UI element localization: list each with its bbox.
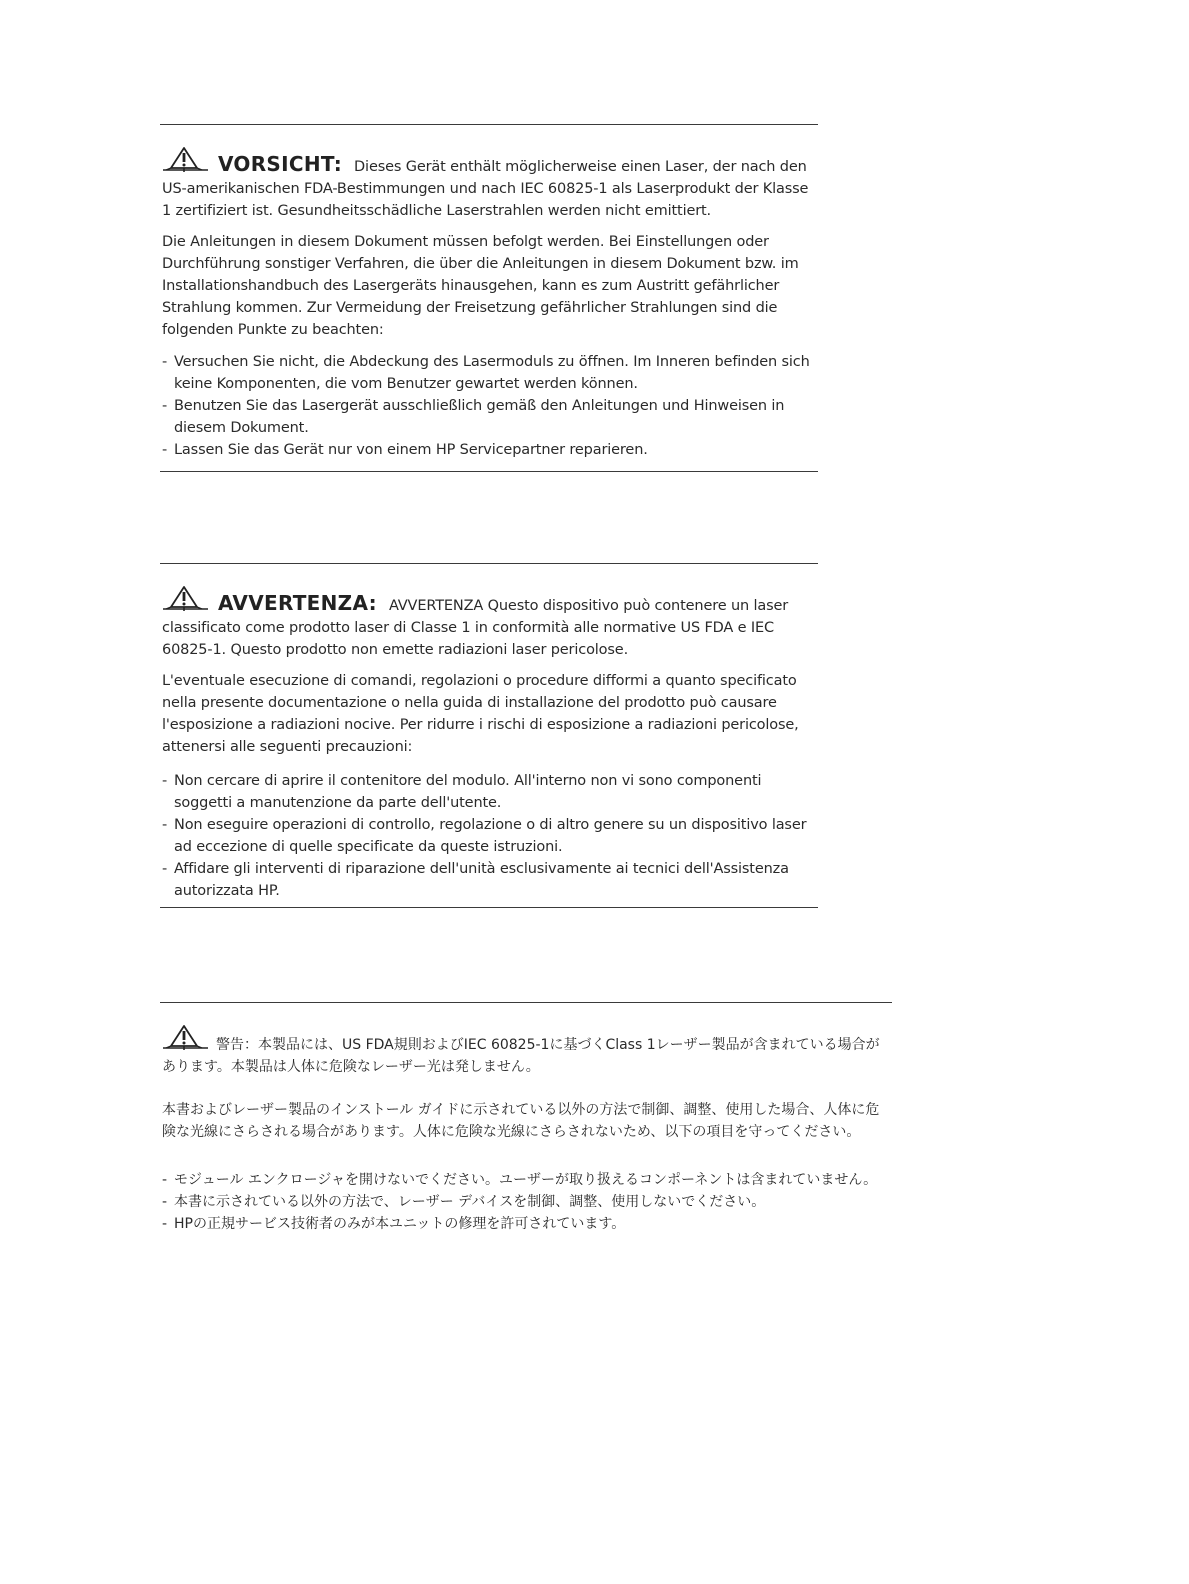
notice-keikoku-lead-text: 警告：本製品には、US FDA規則およびIEC 60825-1に基づくClass 1レーザー製品が含まれている場合があります。本製品は人体に危険なレーザー光は発しません。	[162, 1037, 880, 1075]
notice-keikoku-lead	[162, 1025, 892, 1078]
notice-avvertenza	[160, 563, 818, 908]
notice-keikoku-list	[162, 1169, 892, 1235]
notice-vorsicht-lead	[162, 147, 818, 222]
notice-avvertenza-lead	[162, 586, 818, 661]
list-item: - モジュール エンクロージャを開けないでください。ユーザーが取り扱えるコンポーネントは含まれていません。	[162, 1172, 878, 1188]
list-item: - HPの正規サービス技術者のみが本ユニットの修理を許可されています。	[162, 1216, 626, 1232]
list-item: - 本書に示されている以外の方法で、レーザー デバイスを制御、調整、使用しないでください。	[162, 1194, 766, 1210]
notice-avvertenza-label: AVVERTENZA:	[218, 591, 377, 615]
notice-keikoku-paragraph: 本書およびレーザー製品のインストール ガイドに示されている以外の方法で制御、調整、使用した場合、人体に危険な光線にさらされる場合があります。人体に危険な光線にさらされないため、以下の項目を守ってください。	[162, 1102, 880, 1140]
notice-vorsicht-paragraph: Die Anleitungen in diesem Dokument müssen befolgt werden. Bei Einstellungen oder Durchführung sonstiger Verfahren, die über die Anleitungen in diesem Dokument bzw. im Installationshandbuch des Lasergeräts hinausgehen, kann es zum Austritt gefährlicher Strahlung kommen. Zur Vermeidung der Freisetzung gefährlicher Strahlungen sind die folgenden Punkte zu beachten:	[162, 234, 799, 338]
list-item: - Non eseguire operazioni di controllo, regolazione o di altro genere su un dispositivo laser ad eccezione di quelle specificate da queste istruzioni.	[162, 817, 807, 855]
warning-triangle-icon	[162, 147, 210, 173]
notice-vorsicht-list	[162, 351, 818, 461]
notice-avvertenza-paragraph: L'eventuale esecuzione di comandi, regolazioni o procedure difformi a quanto specificato nella presente documentazione o nella guida di installazione del prodotto può causare l'esposizione a radiazioni nocive. Per ridurre i rischi di esposizione a radiazioni pericolose, attenersi alle seguenti precauzioni:	[162, 673, 799, 755]
warning-triangle-icon	[162, 1025, 210, 1051]
notice-vorsicht	[160, 124, 818, 472]
notice-vorsicht-label: VORSICHT:	[218, 152, 343, 176]
list-item: - Affidare gli interventi di riparazione dell'unità esclusivamente ai tecnici dell'Assistenza autorizzata HP.	[162, 861, 789, 899]
list-item: - Lassen Sie das Gerät nur von einem HP Servicepartner reparieren.	[162, 442, 648, 458]
notice-avvertenza-list	[162, 770, 818, 902]
list-item: - Non cercare di aprire il contenitore del modulo. All'interno non vi sono componenti soggetti a manutenzione da parte dell'utente.	[162, 773, 762, 811]
notice-keikoku	[160, 1002, 892, 1262]
notice-vorsicht-lead-text: Dieses Gerät enthält möglicherweise einen Laser, der nach den US-amerikanischen FDA-Bestimmungen und nach IEC 60825-1 als Laserprodukt der Klasse 1 zertifiziert ist. Gesundheitsschädliche Laserstrahlen werden nicht emittiert.	[162, 159, 809, 219]
warning-triangle-icon	[162, 586, 210, 612]
list-item: - Versuchen Sie nicht, die Abdeckung des Lasermoduls zu öffnen. Im Inneren befinden sich keine Komponenten, die vom Benutzer gewartet werden können.	[162, 354, 810, 392]
list-item: - Benutzen Sie das Lasergerät ausschließlich gemäß den Anleitungen und Hinweisen in diesem Dokument.	[162, 398, 785, 436]
notice-avvertenza-lead-text: AVVERTENZA Questo dispositivo può contenere un laser classificato come prodotto laser di Classe 1 in conformità alle normative US FDA e IEC 60825-1. Questo prodotto non emette radiazioni laser pericolose.	[162, 598, 789, 658]
